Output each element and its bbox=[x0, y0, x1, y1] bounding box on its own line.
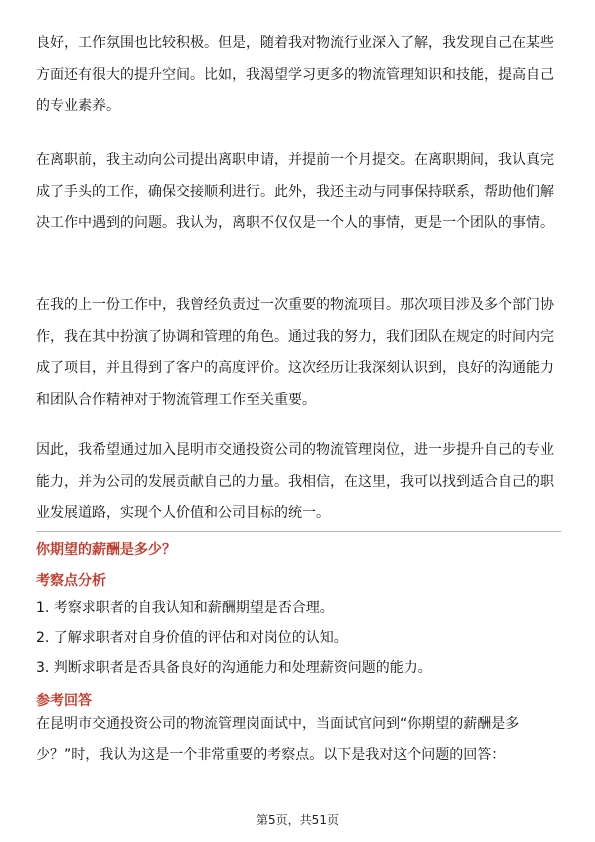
analysis-heading: 考察点分析 bbox=[36, 573, 106, 589]
question-title: 你期望的薪酬是多少？ bbox=[36, 542, 176, 558]
list-item: 1. 考察求职者的自我认知和薪酬期望是否合理。 bbox=[36, 600, 334, 616]
body-paragraph: 良好，工作氛围也比较积极。但是，随着我对物流行业深入了解，我发现自己在某些方面还有很大的提升空间。比如，我渴望学习更多的物流管理知识和技能，提高自己的专业素养。 bbox=[36, 35, 554, 114]
answer-paragraph: 在昆明市交通投资公司的物流管理岗面试中，当面试官问到“你期望的薪酬是多少？”时，我认为这是一个非常重要的考察点。以下是我对这个问题的回答： bbox=[36, 716, 520, 763]
list-item: 2. 了解求职者对自身价值的评估和对岗位的认知。 bbox=[36, 630, 348, 646]
body-paragraph: 因此，我希望通过加入昆明市交通投资公司的物流管理岗位，进一步提升自己的专业能力，并为公司的发展贡献自己的力量。我相信，在这里，我可以找到适合自己的职业发展道路，实现个人价值和公司目标的统一。 bbox=[36, 442, 554, 521]
section-divider bbox=[36, 531, 561, 532]
list-item: 3. 判断求职者是否具备良好的沟通能力和处理薪资问题的能力。 bbox=[36, 660, 432, 676]
answer-heading: 参考回答 bbox=[36, 693, 92, 709]
body-paragraph: 在我的上一份工作中，我曾经负责过一次重要的物流项目。那次项目涉及多个部门协作，我在其中扮演了协调和管理的角色。通过我的努力，我们团队在规定的时间内完成了项目，并且得到了客户的高度评价。这次经历让我深刻认识到，良好的沟通能力和团队合作精神对于物流管理工作至关重要。 bbox=[36, 297, 554, 408]
analysis-list bbox=[36, 593, 561, 683]
body-paragraph: 在离职前，我主动向公司提出离职申请，并提前一个月提交。在离职期间，我认真完成了手头的工作，确保交接顺利进行。此外，我还主动与同事保持联系，帮助他们解决工作中遇到的问题。我认为，离职不仅仅是一个人的事情，更是一个团队的事情。 bbox=[36, 152, 554, 231]
page-number: 第5页，共51页 bbox=[256, 813, 339, 827]
